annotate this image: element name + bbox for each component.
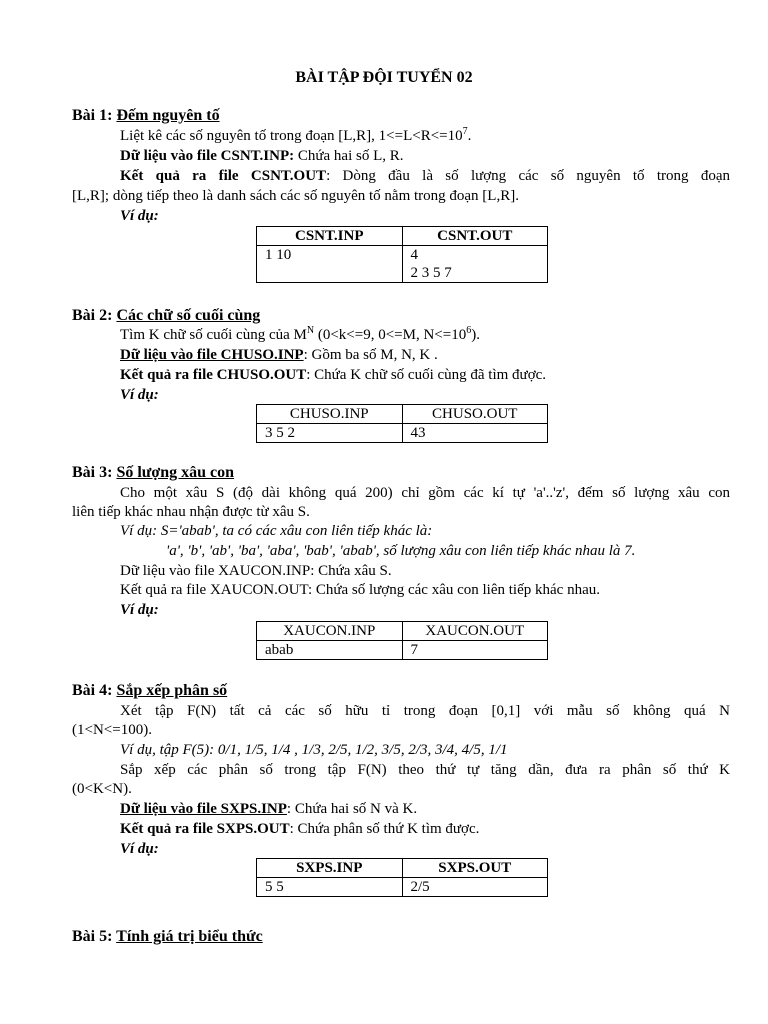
table-cell-input: 1 10 [257,246,403,283]
table-header-input: CSNT.INP [257,227,403,246]
exercise-5-heading [72,927,263,946]
exercise-1-description: Liệt kê các số nguyên tố trong đoạn [L,R], $1<=L<R<=10^7$. [120,126,472,144]
table-cell-input: 5 5 [257,878,403,897]
exercise-4-label: Bài 4: [72,682,113,699]
exercise-3-label: Bài 3: [72,464,113,481]
exercise-4-heading [72,681,227,700]
exercise-3-example-intro: Ví dụ: S='abab', ta có các xâu con liên tiếp khác là: [120,523,433,539]
table-cell-output: 43 [402,424,548,443]
exercise-1-output-cont: [L,R]; dòng tiếp theo là danh sách các số nguyên tố nằm trong đoạn [L,R]. [72,188,519,204]
exercise-3-example-label: Ví dụ: [120,602,159,618]
exercise-5-name: Tính giá trị biểu thức [116,928,263,945]
exercise-4-description-cont: (1<N<=100). [72,722,152,738]
exercise-5-label: Bài 5: [72,928,113,945]
table-cell-output: 2/5 [402,878,548,897]
exercise-2-input: Dữ liệu vào file CHUSO.INP: Gồm ba số M, N, K . [120,347,438,363]
exercise-2-label: Bài 2: [72,307,113,324]
table-cell-output: 7 [402,641,548,660]
exercise-3-output: Kết quả ra file XAUCON.OUT: Chứa số lượng các xâu con liên tiếp khác nhau. [120,582,600,598]
exercise-1-label: Bài 1: [72,107,113,124]
exercise-3-description: Cho một xâu S (độ dài không quá 200) chỉ gồm các kí tự 'a'..'z', đếm số lượng xâu con [120,485,730,501]
exercise-4-name: Sắp xếp phân số [116,682,228,699]
exercise-1-example-label: Ví dụ: [120,208,159,224]
table-cell-input: abab [257,641,403,660]
exercise-4-output: Kết quả ra file SXPS.OUT: Chứa phân số thứ K tìm được. [120,821,480,837]
table-header-input: SXPS.INP [257,859,403,878]
exercise-2-output: Kết quả ra file CHUSO.OUT: Chứa K chữ số cuối cùng đã tìm được. [120,367,547,383]
table-cell-output: 4 2 3 5 7 [402,246,548,283]
table-header-output: XAUCON.OUT [402,622,548,641]
exercise-1-table [256,226,548,283]
table-header-input: CHUSO.INP [257,405,403,424]
table-header-output: CSNT.OUT [402,227,548,246]
table-header-input: XAUCON.INP [257,622,403,641]
exercise-4-input: Dữ liệu vào file SXPS.INP: Chứa hai số N và K. [120,801,418,817]
exercise-3-table [256,621,548,660]
exercise-2-description: Tìm K chữ số cuối cùng của $M^N$ (0<k<=9, 0<=M, $N<=10^6$). [120,325,480,343]
exercise-1-input: Dữ liệu vào file CSNT.INP: Chứa hai số L, R. [120,148,404,164]
exercise-2-name: Các chữ số cuối cùng [116,307,261,324]
exercise-4-task-cont: (0<K<N). [72,781,132,797]
exercise-4-example: Ví dụ, tập F(5): 0/1, 1/5, 1/4 , 1/3, 2/5, 1/2, 3/5, 2/3, 3/4, 4/5, 1/1 [120,742,508,758]
exercise-4-task: Sắp xếp các phân số trong tập F(N) theo thứ tự tăng dần, đưa ra phân số thứ K [120,762,730,778]
exercise-1-output: Kết quả ra file CSNT.OUT: Dòng đầu là số lượng các số nguyên tố trong đoạn [120,168,730,184]
exercise-3-description-cont: liên tiếp khác nhau nhận được từ xâu S. [72,504,310,520]
exercise-2-example-label: Ví dụ: [120,387,159,403]
table-header-output: SXPS.OUT [402,859,548,878]
exercise-3-example-detail: 'a', 'b', 'ab', 'ba', 'aba', 'bab', 'abab', số lượng xâu con liên tiếp khác nhau là 7. [166,543,636,559]
exercise-1-heading [72,106,220,125]
exercise-4-table [256,858,548,897]
table-header-output: CHUSO.OUT [402,405,548,424]
exercise-4-example-label: Ví dụ: [120,841,159,857]
exercise-4-description: Xét tập F(N) tất cả các số hữu tỉ trong đoạn [0,1] với mẫu số không quá N [120,703,730,719]
exercise-1-name: Đếm nguyên tố [116,107,220,124]
exercise-3-input: Dữ liệu vào file XAUCON.INP: Chứa xâu S. [120,563,392,579]
exercise-2-table [256,404,548,443]
table-cell-input: 3 5 2 [257,424,403,443]
exercise-3-heading [72,463,234,482]
exercise-3-name: Số lượng xâu con [116,464,235,481]
page-title: BÀI TẬP ĐỘI TUYỂN 02 [295,69,473,86]
exercise-2-heading [72,306,260,325]
